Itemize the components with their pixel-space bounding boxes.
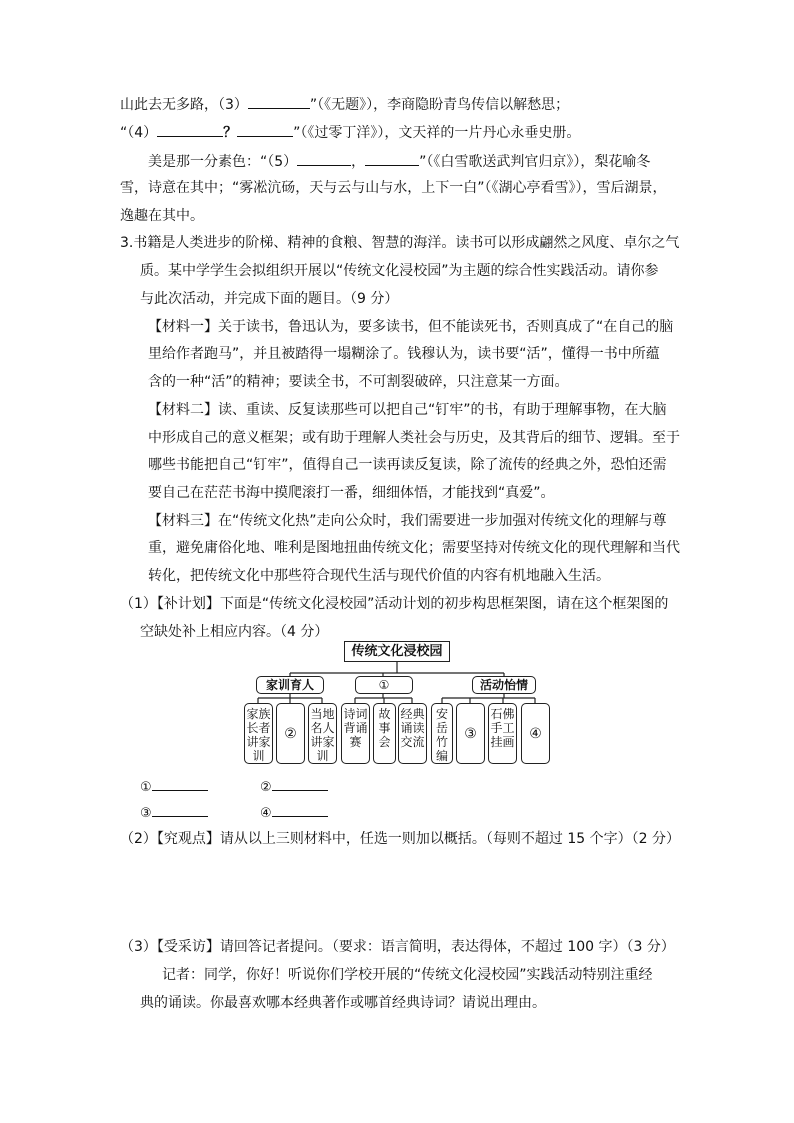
diagram-leaf-blank-2 xyxy=(276,703,305,764)
leaf-text: 竹 xyxy=(435,735,448,749)
material-3-line: 【材料三】在“传统文化热”走向公众时，我们需要进一步加强对传统文化的理解与尊 xyxy=(148,513,667,529)
leaf-text: 名人 xyxy=(310,721,335,735)
leaf-text: 会 xyxy=(378,735,391,749)
text: 山此去无多路， xyxy=(120,97,218,113)
answer-label: ④ xyxy=(260,806,272,821)
answer-label: ① xyxy=(140,780,152,795)
diagram-leaf-3 xyxy=(341,703,370,764)
leaf-text: ③ xyxy=(464,725,477,742)
material-2-line: 要自己在茫茫书海中摸爬滚打一番，细细体悟，才能找到“真爱”。 xyxy=(148,485,555,501)
diagram-leaf-5 xyxy=(398,703,427,764)
leaf-text: 岳 xyxy=(435,721,448,735)
material-2-line: 【材料二】读、重读、反复读那些可以把自己“钉牢”的书，有助于理解事物，在大脑 xyxy=(148,402,667,418)
reporter-question-line: 记者：同学，你好！听说你们学校开展的“传统文化浸校园”实践活动特别注重经 xyxy=(162,967,653,983)
leaf-text: 长者 xyxy=(246,721,271,735)
leaf-text: 训 xyxy=(316,749,329,763)
diagram-leaf-4 xyxy=(373,703,396,764)
answer-blank[interactable] xyxy=(272,802,328,817)
leaf-text: 诗词 xyxy=(343,707,368,721)
leaf-text: 赛 xyxy=(349,735,362,749)
leaf-text: 事 xyxy=(378,721,391,735)
diagram-branch-activities: 活动怡情 xyxy=(472,676,536,694)
leaf-text: ② xyxy=(284,725,297,742)
leaf-text: 家族 xyxy=(246,707,271,721)
diagram-leaf-blank-3 xyxy=(456,703,485,764)
answer-label: ② xyxy=(260,780,272,795)
material-1-line: 含的一种“活”的精神；要读全书，不可割裂破碎，只注意某一方面。 xyxy=(148,374,569,390)
text: ， xyxy=(351,154,366,170)
diagram-branch-blank-1: ① xyxy=(355,676,413,694)
leaf-text: 挂画 xyxy=(490,735,515,749)
diagram-leaf-6 xyxy=(431,703,453,764)
text: ？ xyxy=(223,125,238,141)
diagram-leaf-0 xyxy=(244,703,273,764)
answer-blank[interactable] xyxy=(152,802,208,817)
leaf-text: 讲家 xyxy=(246,735,271,749)
leaf-text: 石佛 xyxy=(490,707,515,721)
text: 美是那一分素色：“（5） xyxy=(148,154,298,170)
leaf-text: 当地 xyxy=(310,707,335,721)
answer-blank[interactable] xyxy=(152,776,208,791)
leaf-text: 编 xyxy=(435,749,448,763)
answer-label: ③ xyxy=(140,806,152,821)
diagram-root-node: 传统文化浸校园 xyxy=(344,641,450,662)
answer-line-4 xyxy=(260,802,328,821)
leaf-text: 训 xyxy=(252,749,265,763)
leaf-text: 安 xyxy=(435,707,448,721)
paragraph-line: 雪，诗意在其中；“雾凇沆砀，天与云与山与水，上下一白”（《湖心亭看雪》），雪后湖景， xyxy=(120,180,667,196)
question-3-line: 与此次活动，并完成下面的题目。（9 分） xyxy=(140,291,399,307)
text: “（4） xyxy=(120,125,158,141)
sub-question-3-line: （3）【受采访】请回答记者提问。（要求：语言简明，表达得体，不超过 100 字）（3 分） xyxy=(120,939,675,955)
answer-blank[interactable] xyxy=(272,776,328,791)
material-3-line: 转化，把传统文化中那些符合现代生活与现代价值的内容有机地融入生活。 xyxy=(148,568,610,584)
diagram-leaf-blank-4 xyxy=(521,703,550,764)
leaf-text: 经典 xyxy=(400,707,425,721)
material-1-line: 里给作者跑马”，并且被踏得一塌糊涂了。钱穆认为，读书要“活”，懂得一书中所蕴 xyxy=(148,346,660,362)
diagram-leaf-8 xyxy=(488,703,517,764)
sub-question-1-line: 空缺处补上相应内容。（4 分） xyxy=(140,624,329,640)
reporter-question-line: 典的诵读。你最喜欢哪本经典著作或哪首经典诗词？请说出理由。 xyxy=(140,995,546,1011)
leaf-text: ④ xyxy=(529,725,542,742)
leaf-text: 讲家 xyxy=(310,735,335,749)
answer-line-2 xyxy=(260,776,328,795)
leaf-text: 诵读 xyxy=(400,721,425,735)
material-1-line: 【材料一】关于读书，鲁迅认为，要多读书，但不能读死书，否则真成了“在自己的脑 xyxy=(148,319,674,335)
material-3-line: 重，避免庸俗化地、唯利是图地扭曲传统文化；需要坚持对传统文化的现代理解和当代 xyxy=(148,540,680,556)
leaf-text: 背诵 xyxy=(343,721,368,735)
answer-line-3 xyxy=(140,802,208,821)
leaf-text: 交流 xyxy=(400,735,425,749)
diagram-leaf-2 xyxy=(308,703,337,764)
leaf-text: 手工 xyxy=(490,721,515,735)
paragraph-line: 逸趣在其中。 xyxy=(120,208,204,224)
sub-question-2-line: （2）【究观点】请从以上三则材料中，任选一则加以概括。（每则不超过 15 个字）（2 分） xyxy=(120,831,680,847)
question-3-line: 质。某中学学生会拟组织开展以“传统文化浸校园”为主题的综合性实践活动。请你参 xyxy=(140,263,659,279)
text: ”（《无题》），李商隐盼青鸟传信以解愁思； xyxy=(309,97,570,113)
material-2-line: 中形成自己的意义框架；或有助于理解人类社会与历史，及其背后的细节、逻辑。至于 xyxy=(148,430,680,446)
question-3-line: 3.书籍是人类进步的阶梯、精神的食粮、智慧的海洋。读书可以形成翩然之风度、卓尔之气 xyxy=(120,235,680,251)
text: ”（《过零丁洋》），文天祥的一片丹心永垂史册。 xyxy=(293,125,581,141)
answer-line-1 xyxy=(140,776,208,795)
sub-question-1-line: （1）【补计划】下面是“传统文化浸校园”活动计划的初步构思框架图，请在这个框架图的 xyxy=(120,596,669,612)
leaf-text: 故 xyxy=(378,707,391,721)
text: （3） xyxy=(218,97,248,113)
text: ”（《白雪歌送武判官归京》），梨花喻冬 xyxy=(419,154,651,170)
material-2-line: 哪些书能把自己“钉牢”，值得自己一读再读反复读，除了流传的经典之外，恐怕还需 xyxy=(148,457,667,473)
diagram-branch-family-training: 家训育人 xyxy=(256,676,324,694)
